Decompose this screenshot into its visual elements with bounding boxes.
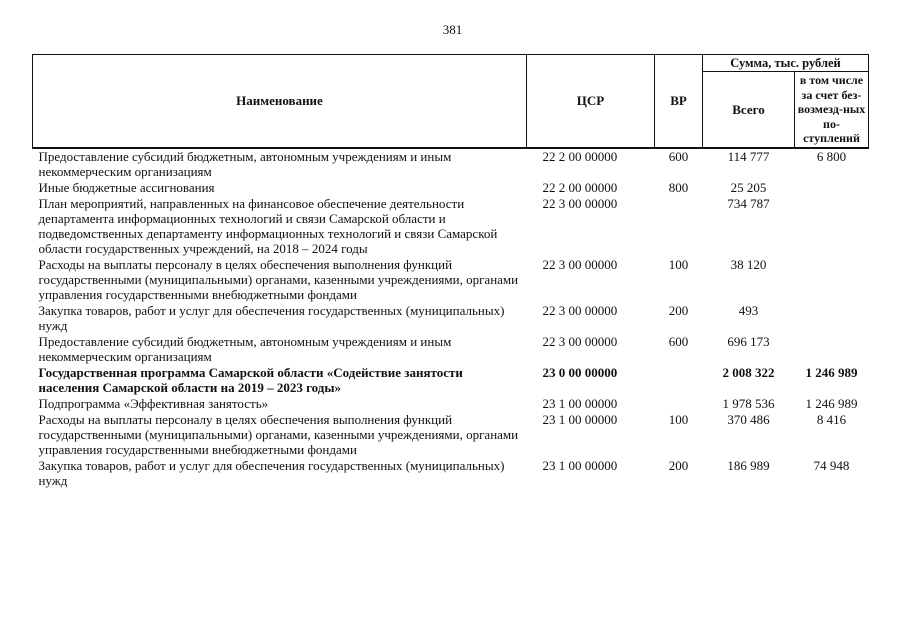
table-row: [33, 396, 869, 412]
row-csr: 23 1 00 00000: [542, 457, 618, 473]
header-free: в том числе за счет без-возмезд-ных по-ступлений: [795, 72, 869, 148]
row-total: 734 787: [727, 195, 770, 211]
row-csr: 23 1 00 00000: [542, 411, 618, 427]
row-name: Расходы на выплаты персоналу в целях обеспечения выполнения функций государственными (муниципальными) органами, казенными учреждениями, органами управления государственными внебюджетными фондами: [38, 411, 519, 457]
row-csr: 23 1 00 00000: [542, 395, 618, 411]
table-row: [33, 196, 869, 257]
table-row: [33, 257, 869, 303]
row-csr: 22 3 00 00000: [542, 195, 618, 211]
row-vr: 600: [668, 333, 689, 349]
table-header: [33, 55, 869, 148]
row-name: Подпрограмма «Эффективная занятость»: [38, 395, 269, 411]
row-name: Закупка товаров, работ и услуг для обеспечения государственных (муниципальных) нужд: [38, 302, 505, 333]
row-free: [795, 303, 869, 334]
row-vr: [655, 365, 703, 396]
row-free: [795, 196, 869, 257]
row-name: Предоставление субсидий бюджетным, автономным учреждениям и иным некоммерческим организациям: [38, 333, 452, 364]
header-sum: Сумма, тыс. рублей: [703, 55, 869, 72]
row-free: 8 416: [816, 411, 847, 427]
row-name: Расходы на выплаты персоналу в целях обеспечения выполнения функций государственными (муниципальными) органами, казенными учреждениями, органами управления государственными внебюджетными фондами: [38, 256, 519, 302]
row-free: 1 246 989: [805, 395, 858, 411]
row-total: 114 777: [727, 148, 770, 164]
row-name: Предоставление субсидий бюджетным, автономным учреждениям и иным некоммерческим организациям: [38, 148, 452, 179]
row-name: Государственная программа Самарской области «Содействие занятости населения Самарской области на 2019 – 2023 годы»: [38, 364, 463, 395]
row-free: [795, 257, 869, 303]
row-vr: 100: [668, 411, 689, 427]
table-row: [33, 148, 869, 180]
row-free: 6 800: [816, 148, 847, 164]
row-csr: 23 0 00 00000: [542, 364, 618, 380]
table-row: [33, 180, 869, 196]
row-free: [795, 334, 869, 365]
row-csr: 22 3 00 00000: [542, 302, 618, 318]
row-csr: 22 2 00 00000: [542, 148, 618, 164]
header-total: Всего: [703, 72, 795, 148]
row-free: 1 246 989: [805, 364, 858, 380]
row-total: 696 173: [727, 333, 770, 349]
row-name: Закупка товаров, работ и услуг для обеспечения государственных (муниципальных) нужд: [38, 457, 505, 488]
row-vr: 200: [668, 457, 689, 473]
row-total: 186 989: [727, 457, 770, 473]
header-name: Наименование: [33, 55, 527, 148]
row-vr: 200: [668, 302, 689, 318]
row-csr: 22 3 00 00000: [542, 256, 618, 272]
row-name: Иные бюджетные ассигнования: [38, 179, 215, 195]
header-csr: ЦСР: [527, 55, 655, 148]
row-csr: 22 3 00 00000: [542, 333, 618, 349]
page-number: 381: [442, 22, 463, 37]
budget-table: [32, 54, 869, 489]
row-free: 74 948: [813, 457, 850, 473]
row-total: 38 120: [730, 256, 767, 272]
row-vr: [655, 396, 703, 412]
row-vr: 600: [668, 148, 689, 164]
header-vr: ВР: [655, 55, 703, 148]
row-total: 493: [738, 302, 759, 318]
table-body: [33, 148, 869, 489]
row-name: План мероприятий, направленных на финансовое обеспечение деятельности департамента информационных технологий и связи Самарской области и подведомственных департаменту информационных технологий и связи Самарской области государственных учреждений, на 2018 – 2024 годы: [38, 195, 498, 256]
row-total: 25 205: [730, 179, 767, 195]
row-total: 370 486: [727, 411, 770, 427]
row-csr: 22 2 00 00000: [542, 179, 618, 195]
table-row: [33, 458, 869, 489]
table-row: [33, 303, 869, 334]
row-total: 1 978 536: [722, 395, 775, 411]
table-row: [33, 365, 869, 396]
table-row: [33, 334, 869, 365]
row-vr: [655, 196, 703, 257]
table-row: [33, 412, 869, 458]
row-vr: 100: [668, 256, 689, 272]
row-free: [795, 180, 869, 196]
row-total: 2 008 322: [722, 364, 775, 380]
row-vr: 800: [668, 179, 689, 195]
